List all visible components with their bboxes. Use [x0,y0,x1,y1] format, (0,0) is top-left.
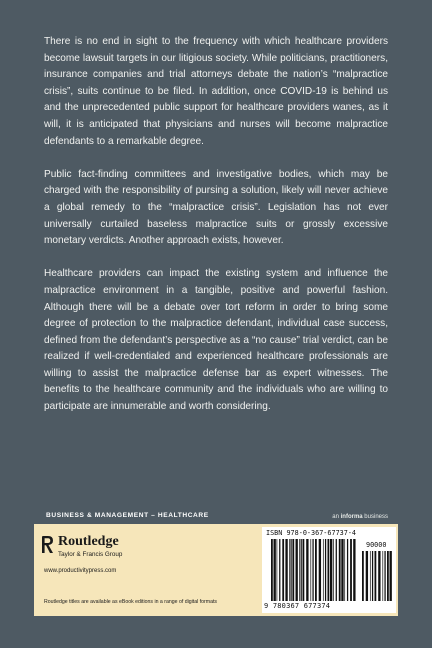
publisher-panel [34,524,398,616]
ean-digits: 9 780367 677374 [264,602,331,610]
isbn-barcode [262,527,396,613]
blurb-paragraph-1: There is no end in sight to the frequency with which healthcare providers become lawsuit targets in our litigious society. While politicians, practitioners, insurance companies and trial attorneys debate the nation’s “malpractice crisis”, suits continue to be filed. In addition, once COVID-19 is behind us and the unprecedented public support for healthcare providers wanes, as it will, it is anticipated that physicians and nurses will become malpractice defendants to a remarkable degree. [44,36,388,147]
publisher-group: Taylor & Francis Group [58,551,123,558]
back-cover-blurb [44,34,388,432]
tagline-brand: informa [340,514,363,520]
subject-category: BUSINESS & MANAGEMENT – HEALTHCARE [46,512,209,519]
informa-tagline [332,514,388,520]
blurb-paragraph-2: Public fact-finding committees and investigative bodies, which may be charged with the responsibility of pursing a solution, likely will never achieve a global remedy to the “malpractice crisis”. Legislation has not ever universally curtailed baseless malpractice suits or grossly excessive monetary verdicts. Another approach exists, however. [44,168,388,247]
routledge-logo-icon [41,535,54,554]
publisher-website: www.productivitypress.com [44,568,117,574]
blurb-paragraph-3: Healthcare providers can impact the existing system and influence the malpractice environment in a tangible, positive and powerful fashion. Although there will be a debate over tort reform in order to bring some degree of protection to the malpractice defendant, individual case success, defined from the defendant’s perspective as a “no cause” trial verdict, can be realized if well-credentialed and experienced healthcare professionals are willing to assist the malpractice defense bar as expert witnesses. The benefits to the healthcare community and the individuals who are willing to participate are innumerable and worth considering. [44,268,388,413]
price-addon-digits: 90000 [366,541,387,549]
tagline-suffix: business [362,514,388,520]
barcode-graphic [262,527,396,613]
publisher-name: Routledge [58,534,119,549]
ebook-note: Routledge titles are available as eBook editions in a range of digital formats [44,599,218,605]
tagline-prefix: an [332,514,341,520]
isbn-text: ISBN 978-0-367-67737-4 [266,529,357,537]
